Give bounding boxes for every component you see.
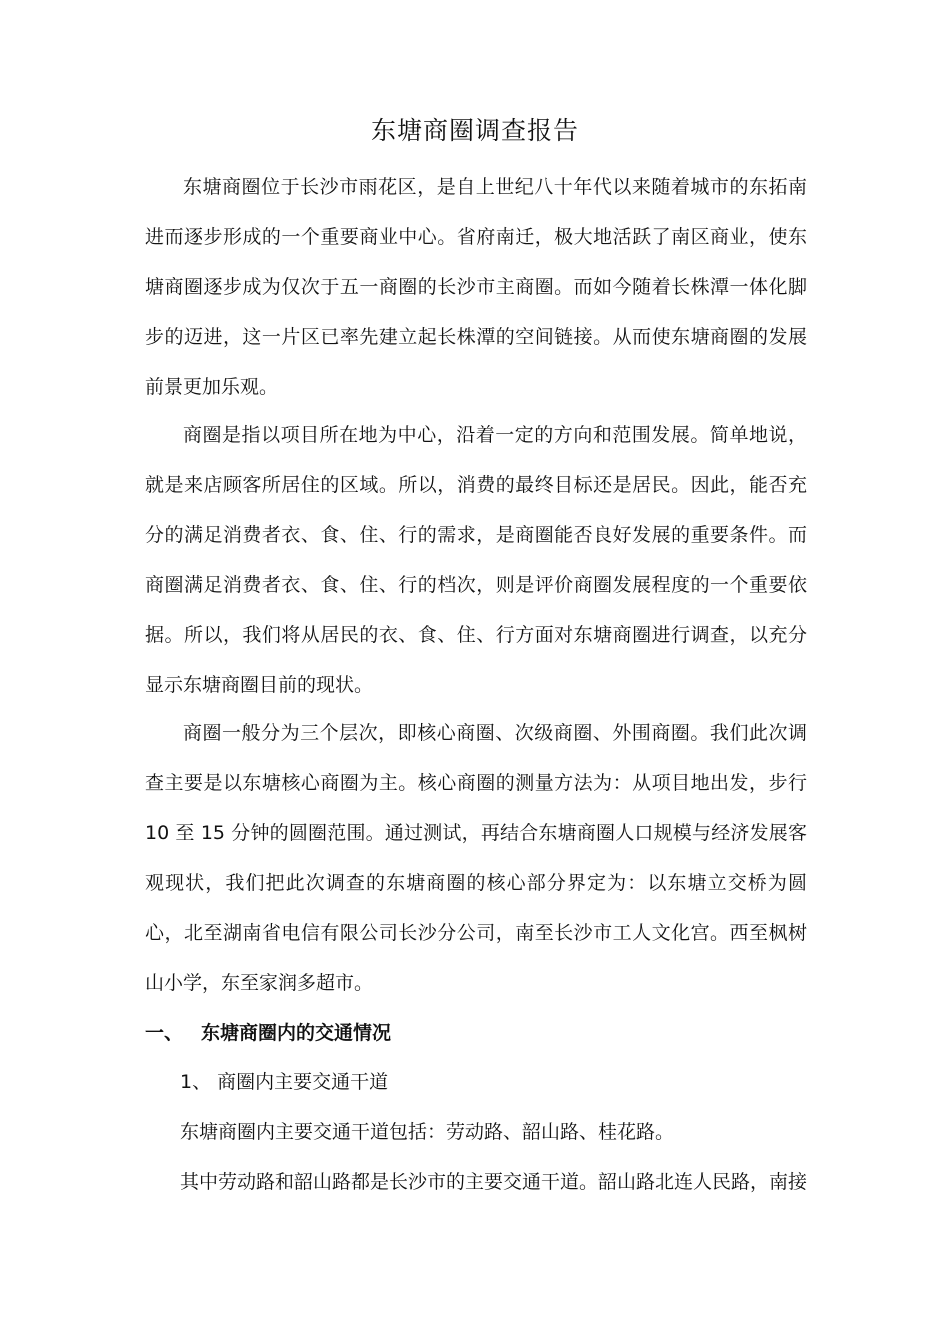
paragraph-definition: 商圈是指以项目所在地为中心，沿着一定的方向和范围发展。简单地说，就是来店顾客所居住的区域。所以，消费的最终目标还是居民。因此，能否充分的满足消费者衣、食、住、行的需求，是商圈能否良好发展的重要条件。而商圈满足消费者衣、食、住、行的档次，则是评价商圈发展程度的一个重要依据。所以，我们将从居民的衣、食、住、行方面对东塘商圈进行调查，以充分显示东塘商圈目前的现状。 bbox=[145, 424, 807, 696]
paragraph-roads-detail: 其中劳动路和韶山路都是长沙市的主要交通干道。韶山路北连人民路，南接 bbox=[180, 1171, 808, 1193]
section-heading bbox=[145, 1008, 807, 1058]
paragraph-intro: 东塘商圈位于长沙市雨花区，是自上世纪八十年代以来随着城市的东拓南进而逐步形成的一个重要商业中心。省府南迁，极大地活跃了南区商业，使东塘商圈逐步成为仅次于五一商圈的长沙市主商圈。而如今随着长株潭一体化脚步的迈进，这一片区已率先建立起长株潭的空间链接。从而使东塘商圈的发展前景更加乐观。 bbox=[145, 176, 807, 398]
section-title: 东塘商圈内的交通情况 bbox=[201, 1022, 392, 1044]
section-number: 一、 bbox=[145, 1022, 184, 1044]
paragraph-scope: 商圈一般分为三个层次，即核心商圈、次级商圈、外围商圈。我们此次调查主要是以东塘核心商圈为主。核心商圈的测量方法为：从项目地出发，步行 10 至 15 分钟的圆圈范围。通过测试，再结合东塘商圈人口规模与经济发展客观现状，我们把此次调查的东塘商圈的核心部分界定为：以东塘立交桥为圆心，北至湖南省电信有限公司长沙分公司，南至长沙市工人文化宫。西至枫树山小学，东至家润多超市。 bbox=[145, 722, 807, 994]
subsection-heading: 1、 商圈内主要交通干道 bbox=[180, 1071, 389, 1093]
roads-line: 东塘商圈内主要交通干道包括：劳动路、韶山路、桂花路。 bbox=[180, 1121, 675, 1143]
document-title: 东塘商圈调查报告 bbox=[370, 116, 579, 145]
